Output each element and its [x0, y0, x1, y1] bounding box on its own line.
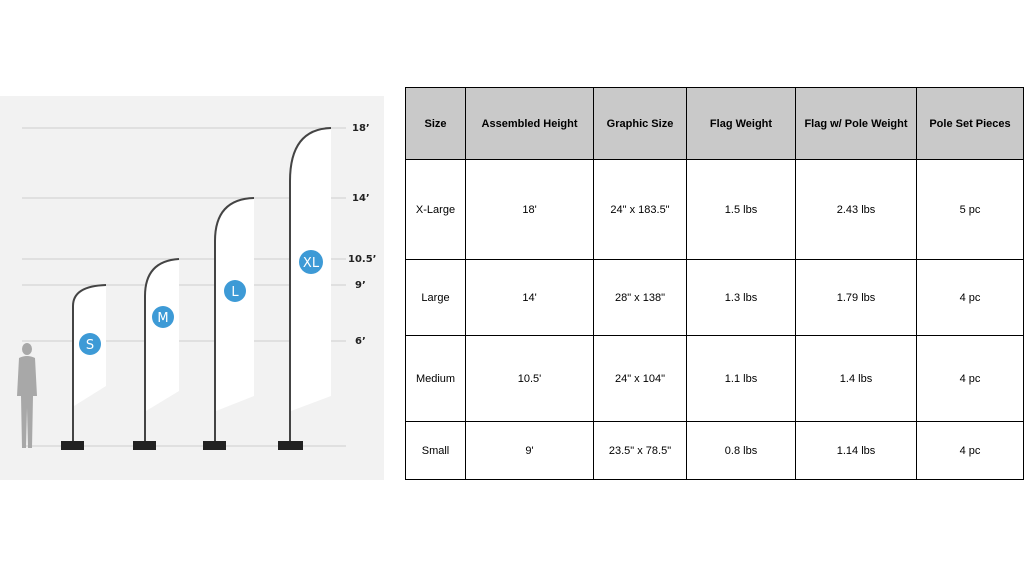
table-cell: 23.5" x 78.5": [594, 422, 687, 480]
table-cell: 5 pc: [917, 160, 1024, 260]
table-row: [406, 160, 1024, 260]
flag-small-badge-label: S: [85, 338, 95, 353]
flag-small: [61, 285, 106, 450]
flag-spec-table: [405, 87, 1024, 480]
table-row: [406, 336, 1024, 422]
flag-size-illustration: [0, 96, 384, 480]
table-cell: 1.1 lbs: [687, 336, 796, 422]
header-flag-weight: Flag Weight: [687, 88, 796, 160]
table-cell: 14': [466, 260, 594, 336]
height-label-18ft: 18’: [352, 123, 370, 134]
table-cell: 4 pc: [917, 336, 1024, 422]
table-cell: 18': [466, 160, 594, 260]
table-cell: 2.43 lbs: [796, 160, 917, 260]
table-cell: Medium: [406, 336, 466, 422]
flag-large-base: [203, 441, 226, 450]
table-cell: 24" x 183.5": [594, 160, 687, 260]
flag-large-banner: [216, 198, 254, 411]
flag-medium: [133, 259, 179, 450]
flag-large-badge-label: L: [231, 285, 239, 300]
flag-size-diagram: [0, 96, 384, 480]
flag-large: [203, 198, 254, 450]
height-label-9ft: 9’: [355, 280, 366, 291]
person-silhouette: [17, 343, 37, 448]
table-cell: 24" x 104": [594, 336, 687, 422]
table-cell: 28" x 138": [594, 260, 687, 336]
table-cell: 10.5': [466, 336, 594, 422]
table-cell: 1.5 lbs: [687, 160, 796, 260]
table-cell: 1.4 lbs: [796, 336, 917, 422]
flag-xlarge-badge-label: XL: [302, 256, 320, 271]
flag-medium-banner: [146, 259, 179, 411]
header-assembled-height: Assembled Height: [466, 88, 594, 160]
header-pole-set-pieces: Pole Set Pieces: [917, 88, 1024, 160]
table-row: [406, 422, 1024, 480]
table-header-row: [406, 88, 1024, 160]
height-label-6ft: 6’: [355, 336, 366, 347]
table-cell: X-Large: [406, 160, 466, 260]
flag-xlarge: [278, 128, 331, 450]
header-graphic-size: Graphic Size: [594, 88, 687, 160]
flag-medium-base: [133, 441, 156, 450]
flag-xlarge-base: [278, 441, 303, 450]
height-label-14ft: 14’: [352, 193, 370, 204]
header-flag-pole-weight: Flag w/ Pole Weight: [796, 88, 917, 160]
table-cell: 4 pc: [917, 422, 1024, 480]
table-cell: Large: [406, 260, 466, 336]
table-row: [406, 260, 1024, 336]
height-label-10-5ft: 10.5’: [348, 254, 377, 265]
flag-medium-badge-label: M: [157, 311, 169, 326]
table-cell: 0.8 lbs: [687, 422, 796, 480]
table-cell: 9': [466, 422, 594, 480]
table-cell: 1.79 lbs: [796, 260, 917, 336]
table-cell: Small: [406, 422, 466, 480]
table-cell: 4 pc: [917, 260, 1024, 336]
table-cell: 1.14 lbs: [796, 422, 917, 480]
header-size: Size: [406, 88, 466, 160]
table-cell: 1.3 lbs: [687, 260, 796, 336]
flag-small-base: [61, 441, 84, 450]
